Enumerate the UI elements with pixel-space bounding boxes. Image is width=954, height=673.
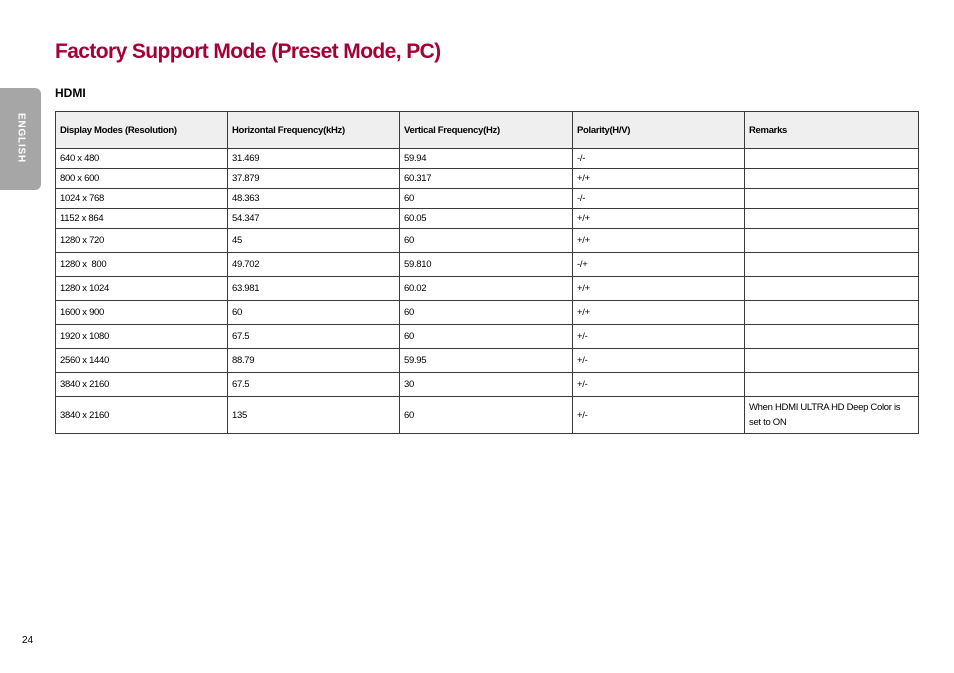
cell-vertical-frequency: 60.317 [400,169,573,189]
cell-vertical-frequency: 30 [400,373,573,397]
table-row [56,229,919,253]
cell-horizontal-frequency: 37.879 [228,169,400,189]
cell-vertical-frequency: 60.02 [400,277,573,301]
cell-resolution: 800 x 600 [56,169,228,189]
cell-polarity: -/+ [573,253,745,277]
table-row [56,209,919,229]
cell-polarity: +/+ [573,229,745,253]
cell-vertical-frequency: 60.05 [400,209,573,229]
cell-vertical-frequency: 60 [400,397,573,434]
header-polarity: Polarity(H/V) [573,112,745,149]
cell-resolution: 1600 x 900 [56,301,228,325]
cell-remarks [745,169,919,189]
table-row [56,301,919,325]
cell-resolution: 1280 x 1024 [56,277,228,301]
table-row [56,169,919,189]
section-title-hdmi: HDMI [55,86,86,100]
cell-horizontal-frequency: 60 [228,301,400,325]
cell-remarks [745,373,919,397]
cell-vertical-frequency: 59.95 [400,349,573,373]
cell-horizontal-frequency: 31.469 [228,149,400,169]
cell-remarks [745,229,919,253]
cell-vertical-frequency: 60 [400,301,573,325]
cell-remarks [745,301,919,325]
table-row [56,189,919,209]
table-row [56,349,919,373]
cell-vertical-frequency: 60 [400,229,573,253]
cell-horizontal-frequency: 49.702 [228,253,400,277]
cell-vertical-frequency: 59.94 [400,149,573,169]
cell-resolution: 3840 x 2160 [56,397,228,434]
cell-polarity: +/+ [573,277,745,301]
table-row [56,397,919,434]
cell-horizontal-frequency: 48.363 [228,189,400,209]
cell-resolution: 1152 x 864 [56,209,228,229]
cell-remarks [745,277,919,301]
cell-polarity: -/- [573,189,745,209]
page-number: 24 [22,635,34,646]
cell-remarks [745,149,919,169]
cell-polarity: +/- [573,325,745,349]
header-vertical-frequency: Vertical Frequency(Hz) [400,112,573,149]
cell-polarity: -/- [573,149,745,169]
cell-polarity: +/+ [573,301,745,325]
cell-polarity: +/- [573,373,745,397]
cell-resolution: 2560 x 1440 [56,349,228,373]
cell-resolution: 1280 x 800 [56,253,228,277]
table-row [56,325,919,349]
cell-horizontal-frequency: 88.79 [228,349,400,373]
cell-horizontal-frequency: 67.5 [228,373,400,397]
cell-resolution: 1920 x 1080 [56,325,228,349]
cell-resolution: 1024 x 768 [56,189,228,209]
cell-resolution: 640 x 480 [56,149,228,169]
table-row [56,277,919,301]
language-side-tab [0,88,41,190]
cell-horizontal-frequency: 67.5 [228,325,400,349]
cell-polarity: +/+ [573,209,745,229]
cell-polarity: +/- [573,349,745,373]
cell-remarks [745,189,919,209]
cell-remarks [745,253,919,277]
cell-vertical-frequency: 60 [400,325,573,349]
cell-vertical-frequency: 60 [400,189,573,209]
page-title: Factory Support Mode (Preset Mode, PC) [55,40,441,63]
support-mode-table [55,111,919,434]
cell-remarks [745,209,919,229]
cell-resolution: 1280 x 720 [56,229,228,253]
table-row [56,253,919,277]
cell-horizontal-frequency: 63.981 [228,277,400,301]
table-header-row [56,112,919,149]
cell-horizontal-frequency: 54.347 [228,209,400,229]
cell-polarity: +/- [573,397,745,434]
header-display-modes: Display Modes (Resolution) [56,112,228,149]
header-horizontal-frequency: Horizontal Frequency(kHz) [228,112,400,149]
cell-polarity: +/+ [573,169,745,189]
table-row [56,149,919,169]
cell-horizontal-frequency: 45 [228,229,400,253]
cell-remarks: When HDMI ULTRA HD Deep Color is set to ON [745,397,919,434]
cell-vertical-frequency: 59.810 [400,253,573,277]
header-remarks: Remarks [745,112,919,149]
cell-remarks [745,349,919,373]
cell-resolution: 3840 x 2160 [56,373,228,397]
cell-remarks [745,325,919,349]
language-label: ENGLISH [15,112,27,164]
cell-horizontal-frequency: 135 [228,397,400,434]
table-row [56,373,919,397]
